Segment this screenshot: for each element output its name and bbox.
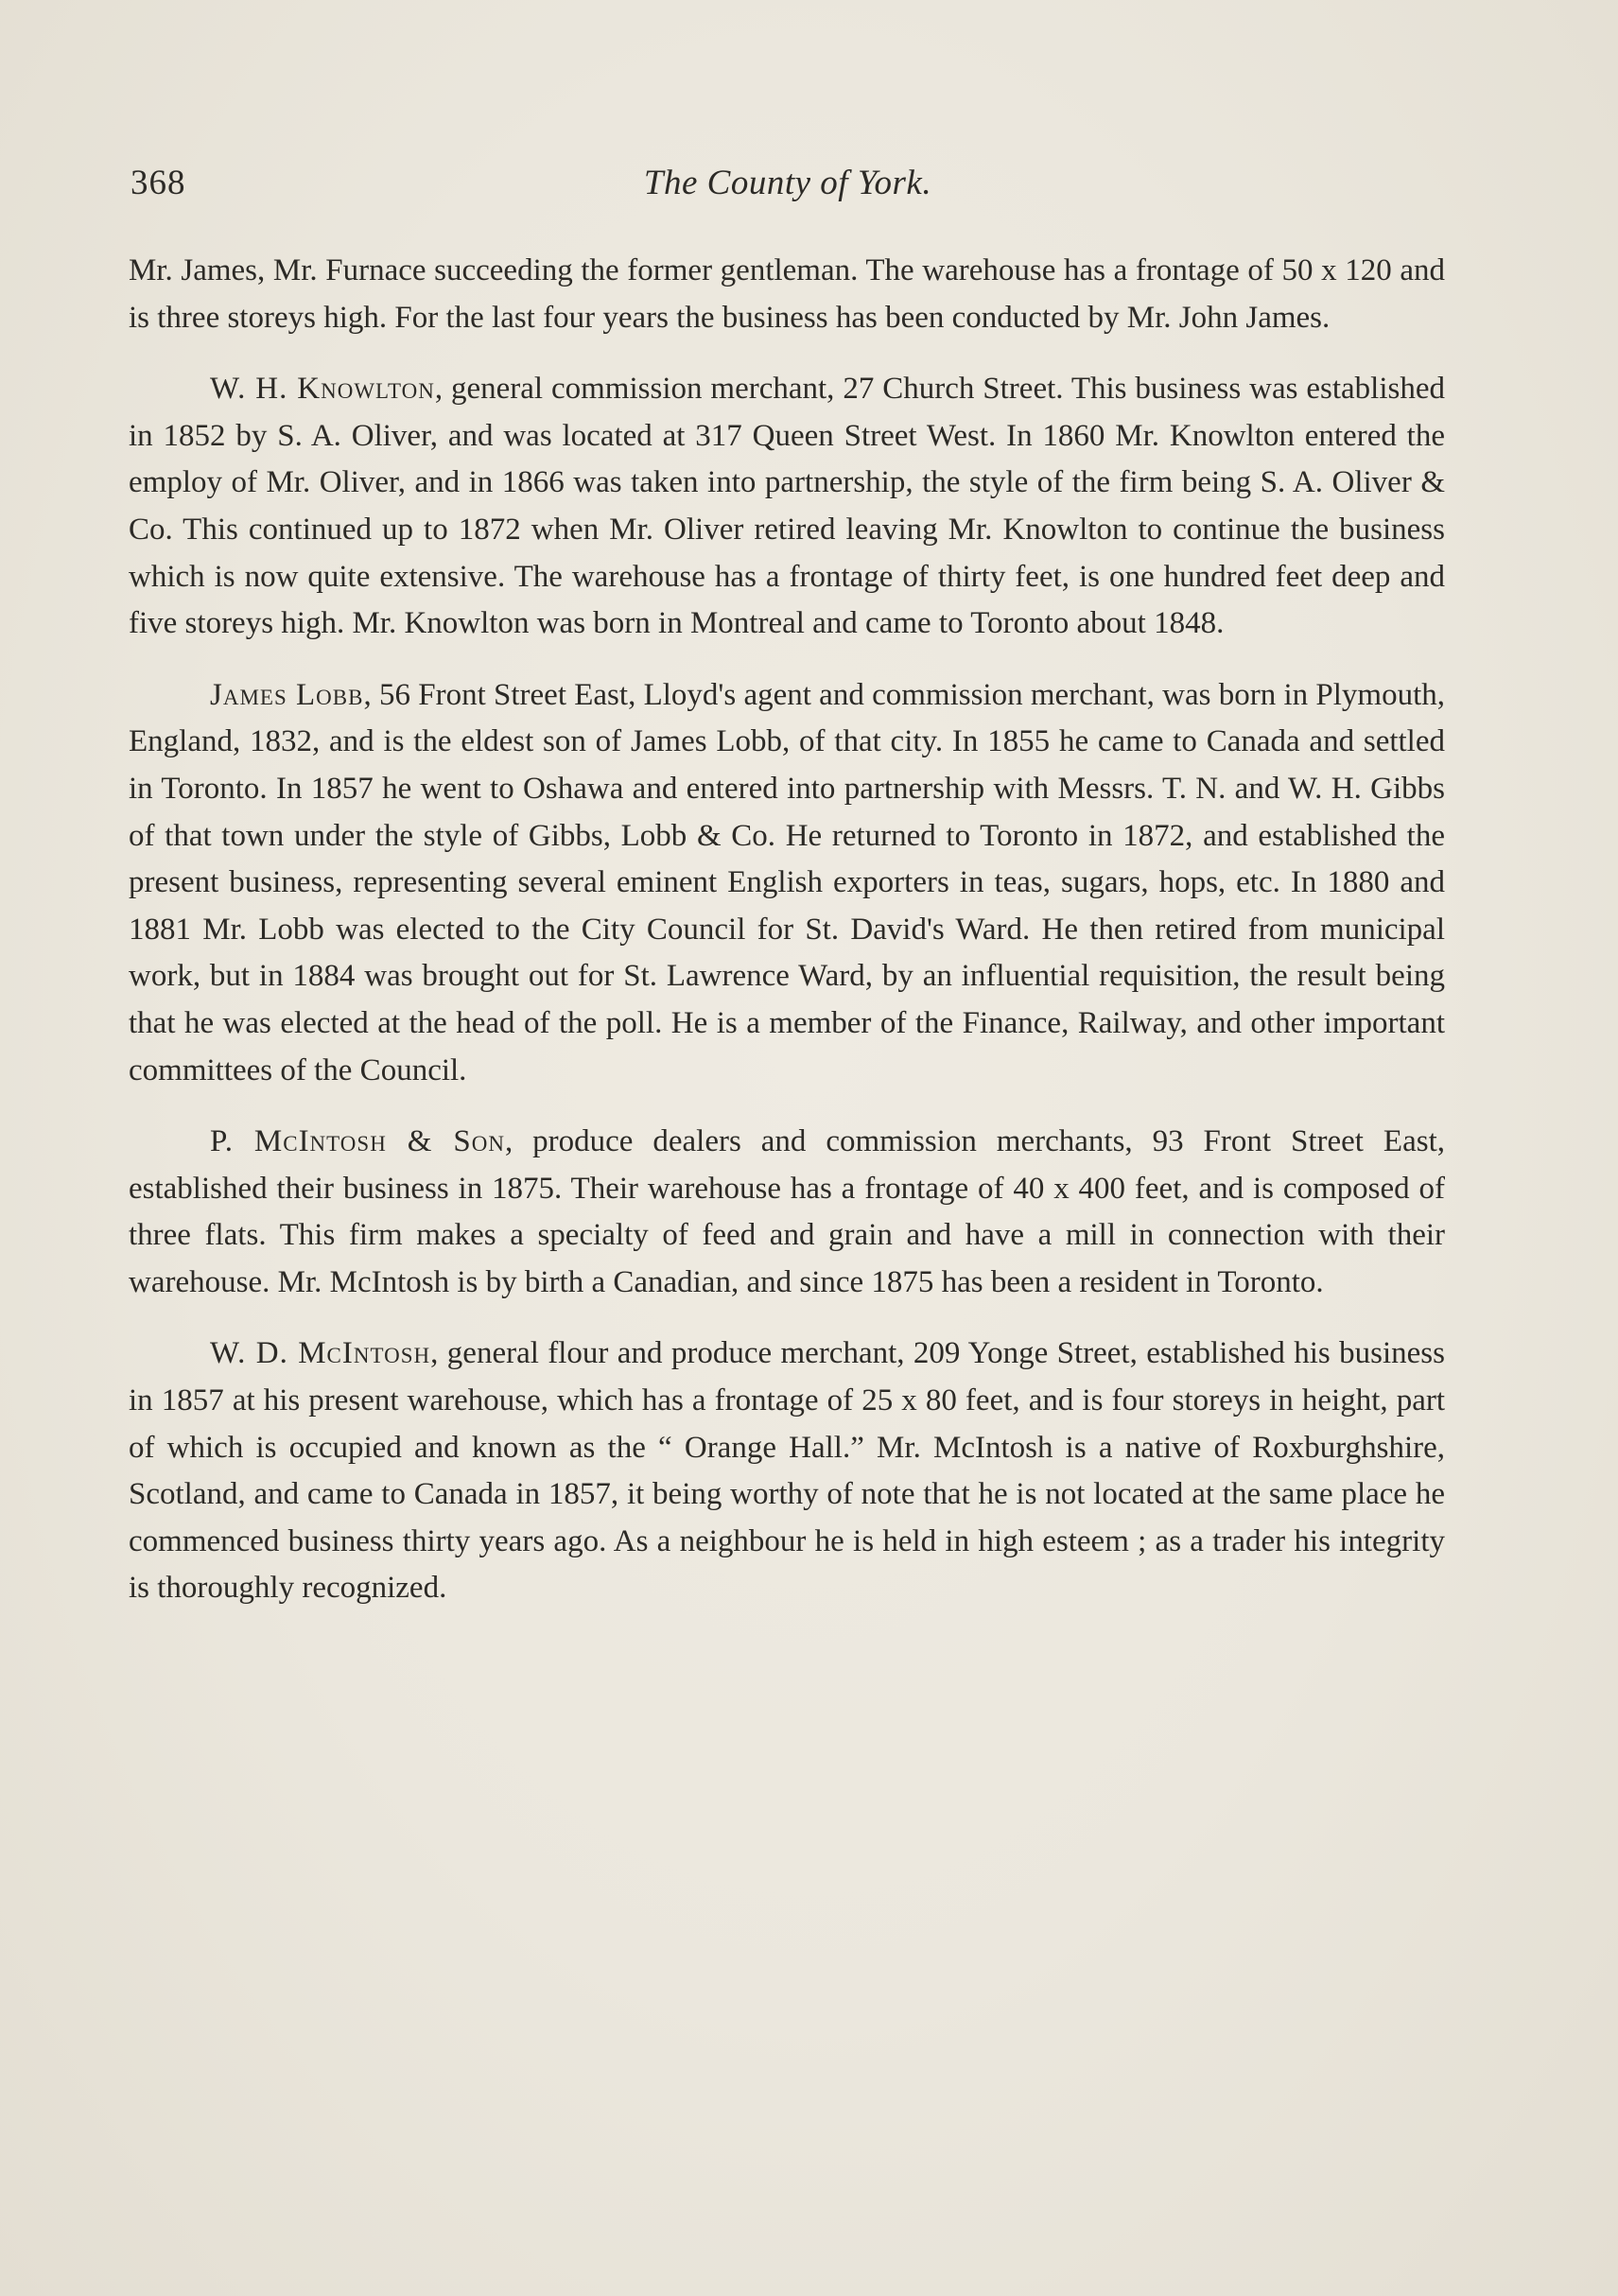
body-text [129,248,1445,1637]
entry-heading: James Lobb [210,677,364,712]
paragraph-mcintosh-son [129,1119,1445,1306]
entry-heading: P. McIntosh & Son [210,1124,505,1159]
paragraph-text: Mr. James, Mr. Furnace succeeding the former gentleman. The warehouse has a frontage of 50 x 120 and is three storeys high. For the last four years the business has been conducted by Mr. John James. [129,253,1445,335]
entry-heading: W. D. McIntosh [210,1336,431,1371]
running-title: The County of York. [643,164,932,202]
paragraph-text: , general commission merchant, 27 Church Street. This business was established in 1852 by S. A. Oliver, and was located at 317 Queen Street West. In 1860 Mr. Knowlton entered the employ of Mr. Oliver, and in 1866 was taken into partnership, the style of the firm being S. A. Oliver & Co. This continued up to 1872 when Mr. Oliver retired leaving Mr. Knowlton to continue the business which is now quite extensive. The warehouse has a frontage of thirty feet, is one hundred feet deep and five storeys high. Mr. Knowlton was born in Montreal and came to Toronto about 1848. [129,372,1445,641]
paragraph-text: , 56 Front Street East, Lloyd's agent and commission merchant, was born in Plymouth, England, 1832, and is the eldest son of James Lobb, of that city. In 1855 he came to Canada and settled in Toronto. In 1857 he went to Oshawa and entered into partnership with Messrs. T. N. and W. H. Gibbs of that town under the style of Gibbs, Lobb & Co. He returned to Toronto in 1872, and established the present business, representing several eminent English exporters in teas, sugars, hops, etc. In 1880 and 1881 Mr. Lobb was elected to the City Council for St. David's Ward. He then retired from municipal work, but in 1884 was brought out for St. Lawrence Ward, by an influential requisition, the result being that he was elected at the head of the poll. He is a member of the Finance, Railway, and other important committees of the Council. [129,677,1445,1087]
entry-heading: W. H. Knowlton [210,372,435,407]
paragraph-text: , general flour and produce merchant, 209 Yonge Street, established his business in 1857 at his present warehouse, which has a frontage of 25 x 80 feet, and is four storeys in height, part of which is occupied and known as the “ Orange Hall.” Mr. McIntosh is a native of Roxburghshire, Scotland, and came to Canada in 1857, it being worthy of note that he is not located at the same place he commenced business thirty years ago. As a neighbour he is held in high esteem ; as a trader his integrity is thoroughly recognized. [129,1336,1445,1606]
page-number: 368 [130,164,186,202]
paragraph-wd-mcintosh [129,1331,1445,1612]
paragraph-james-continued [129,248,1445,341]
running-head [130,163,1445,219]
paragraph-knowlton [129,366,1445,648]
paragraph-text: , produce dealers and commission merchants, 93 Front Street East, established their business in 1875. Their warehouse has a frontage of 40 x 400 feet, and is composed of three flats. This firm makes a specialty of feed and grain and have a mill in connection with their warehouse. Mr. McIntosh is by birth a Canadian, and since 1875 has been a resident in Toronto. [129,1124,1445,1299]
paragraph-lobb [129,672,1445,1094]
